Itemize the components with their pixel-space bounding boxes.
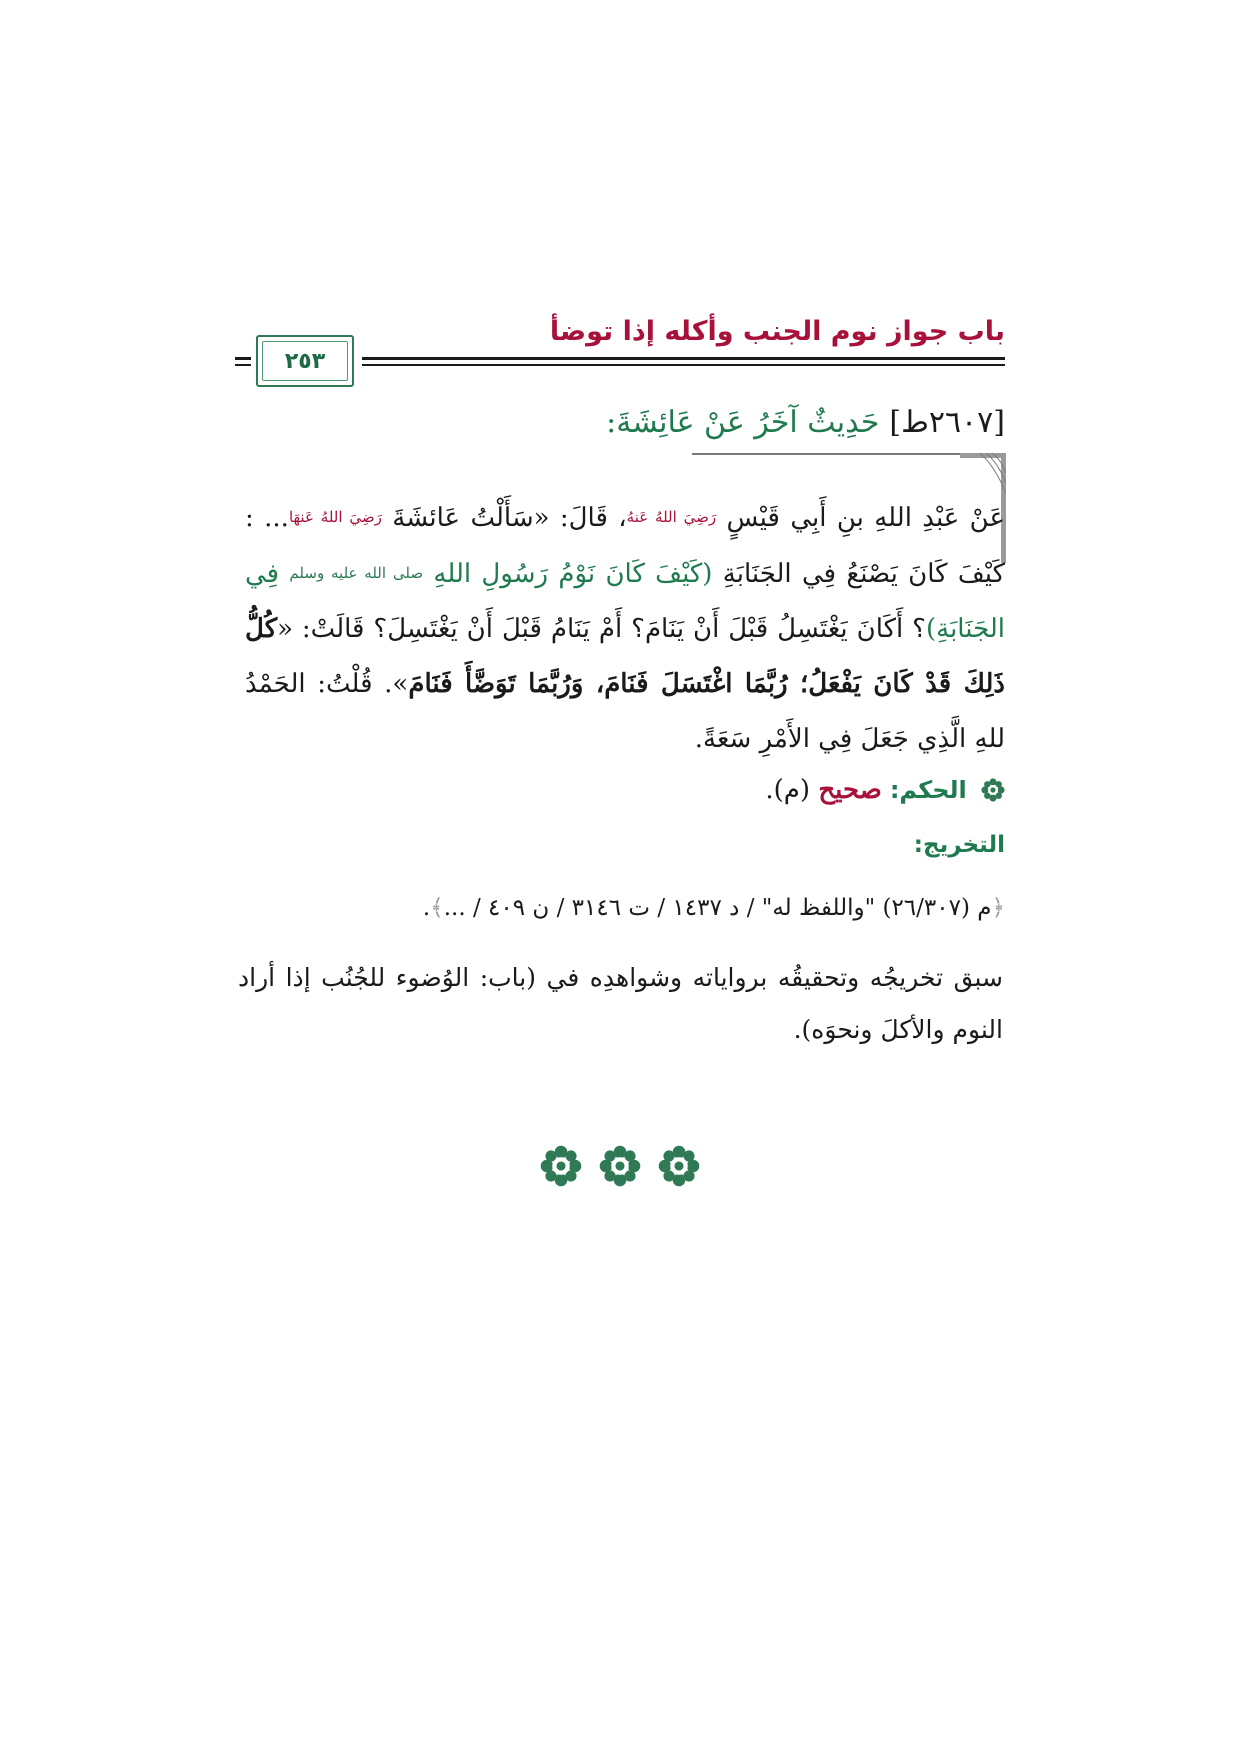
takhrij-end: . [422, 895, 431, 921]
takhrij-references [423, 895, 1005, 921]
narration-part: ؟ أَكَانَ يَغْتَسِلُ قَبْلَ أَنْ يَنَامَ؟ أَمْ يَنَامُ قَبْلَ أَنْ يَغْتَسِلَ؟ قَالَتْ: « [277, 614, 926, 644]
chapter-title: باب جواز نوم الجنب وأكله إذا توضأ [549, 316, 1005, 347]
hadith-narration [245, 490, 1005, 767]
variant-quote-end: فِي الجَنَابَةِ) [245, 559, 1005, 644]
hadith-heading-title: حَدِيثٌ آخَرُ عَنْ عَائِشَةَ: [606, 405, 880, 440]
takhrij-note: سبق تخريجُه وتحقيقُه برواياته وشواهدِه في (باب: الوُضوء للجُنُب إذا أراد النوم والأكلَ ونحوَه). [238, 963, 1003, 1044]
honorific-glyph: صلى الله عليه وسلم [289, 564, 424, 582]
hadith-number: [٢٦٠٧ط] [889, 405, 1005, 440]
hadith-answer: كُلُّ ذَلِكَ قَدْ كَانَ يَفْعَلُ؛ رُبَّمَا اغْتَسَلَ فَنَامَ، وَرُبَّمَا تَوَضَّأَ فَنَامَ [245, 614, 1005, 699]
bracket-open: ﴿ [991, 895, 1005, 921]
takhrij-label: التخريج: [913, 832, 1005, 858]
takhrij-refs: م (٢٦/٣٠٧) "واللفظ له" / د ١٤٣٧ / ت ٣١٤٦ / ن ٤٠٩ / ... [443, 895, 992, 921]
flower-ornament-icon [658, 1145, 700, 1187]
page-number-badge [256, 335, 354, 387]
end-ornament [540, 1145, 700, 1187]
bracket-close: ﴾ [430, 895, 444, 921]
flower-ornament-icon [540, 1145, 582, 1187]
honorific-glyph: رَضِيَ اللهُ عَنهَا [288, 508, 382, 526]
flower-ornament-icon [599, 1145, 641, 1187]
header-rule-left [235, 357, 251, 360]
ruling-line [765, 775, 1005, 805]
variant-quote-start: (كَيْفَ كَانَ نَوْمُ رَسُولِ اللهِ [423, 559, 713, 589]
ruling-source: (م). [765, 775, 819, 805]
narration-part: ، قَالَ: «سَأَلْتُ عَائشَةَ [381, 503, 627, 533]
narration-part: ... : كَيْفَ كَانَ يَصْنَعُ فِي الجَنَابَةِ [245, 503, 1005, 589]
narration-part: عَنْ عَبْدِ اللهِ بنِ أَبِي قَيْسٍ [716, 503, 1005, 533]
ruling-value: صحيح [818, 775, 882, 805]
header-rule-right [362, 357, 1005, 360]
flower-ornament-icon [981, 778, 1005, 802]
page-number: ٢٥٣ [284, 348, 326, 374]
hadith-heading [606, 405, 1005, 440]
header-rule-left-thin [235, 364, 251, 366]
narration-part: ». قُلْتُ: الحَمْدُ للهِ الَّذِي جَعَلَ فِي الأَمْرِ سَعَةً. [245, 669, 1005, 754]
honorific-glyph: رَضِيَ اللهُ عَنهُ [626, 508, 717, 526]
header-rule-right-thin [362, 364, 1005, 366]
decorative-divider [692, 453, 1006, 455]
ruling-label: الحكم: [889, 776, 967, 804]
